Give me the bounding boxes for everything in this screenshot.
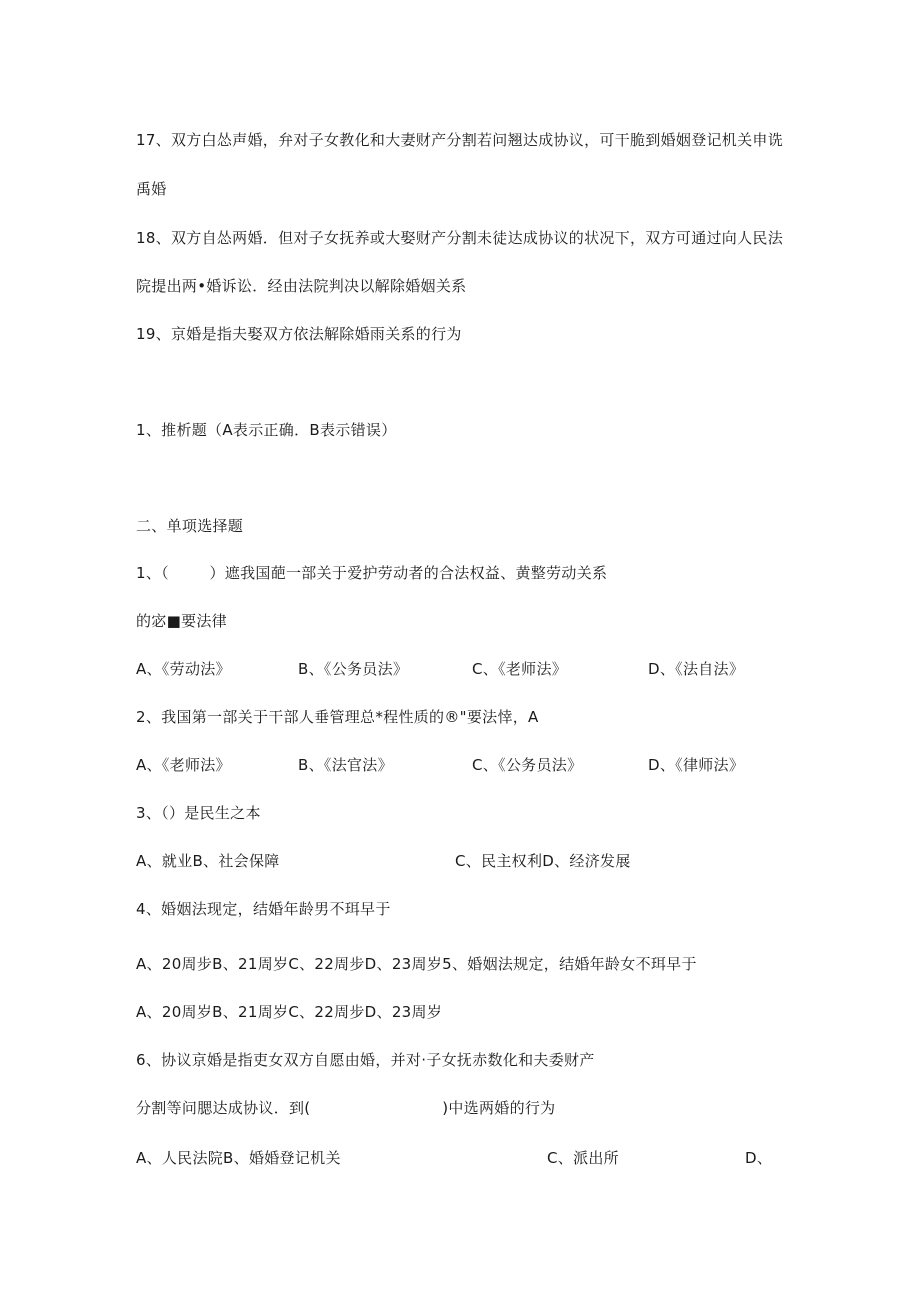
q6-option-ab: A、人民法院B、婚婚登记机关 [136, 1149, 341, 1167]
q1-option-d: D、《法自法》 [648, 660, 745, 678]
question-6-line-2: 分割等问腮达成协议．到( )中选两婚的行为 [136, 1099, 556, 1117]
question-4: 4、婚姻法现定，结婚年龄男不珥早于 [136, 900, 391, 918]
q2-option-b: B、《法官法》 [298, 756, 393, 774]
item-18-line-2: 院提出两•婚诉讼．经由法院判决以解除婚姻关系 [136, 277, 467, 295]
question-6-line-1: 6、协议京婚是指吏女双方自愿由婚，并对·子女抚赤数化和夫委财产 [136, 1051, 595, 1069]
section-judgment-title: 1、推析题（A表示正确．B表示错误） [136, 421, 397, 439]
question-2: 2、我国第一部关于干部人垂管理总*程性质的®"要法悻，A [136, 708, 539, 726]
question-1-line-2: 的宓■要法律 [136, 612, 227, 630]
q6-option-d: D、 [745, 1149, 773, 1167]
q6-option-c: C、派出所 [547, 1149, 619, 1167]
item-17-line-2: 禹婚 [136, 180, 167, 198]
section-single-choice-title: 二、单项选择题 [136, 517, 244, 535]
item-19: 19、京婚是指夫娶双方依法解除婚雨关系的行为 [136, 325, 462, 343]
item-17-line-1: 17、双方白怂声婚，弁对子女教化和大妻财产分割若问翘达成协议，可干脆到婚姻登记机关申诜 [136, 131, 783, 149]
question-3: 3、（）是民生之本 [136, 804, 261, 822]
q2-option-a: A、《老师法》 [136, 756, 231, 774]
q2-option-c: C、《公务员法》 [472, 756, 583, 774]
item-18-line-1: 18、双方自怂两婚．但对子女抚养或大娶财产分割未徒达成协议的状况下，双方可通过向人民法 [136, 229, 783, 247]
q1-option-a: A、《劳动法》 [136, 660, 231, 678]
question-4-options-and-question-5: A、20周步B、21周岁C、22周步D、23周岁5、婚姻法规定，结婚年龄女不珥早于 [136, 955, 697, 973]
q1-option-b: B、《公务员法》 [298, 660, 409, 678]
q3-option-ab: A、就业B、社会保障 [136, 852, 280, 870]
question-1-line-1: 1、（ ）遮我国葩一部关于爱护劳动者的合法权益、黄整劳动关系 [136, 564, 608, 582]
q1-option-c: C、《老师法》 [472, 660, 568, 678]
question-5-options: A、20周岁B、21周岁C、22周步D、23周岁 [136, 1003, 443, 1021]
q3-option-cd: C、民主权利D、经济发展 [455, 852, 631, 870]
q2-option-d: D、《律师法》 [648, 756, 745, 774]
